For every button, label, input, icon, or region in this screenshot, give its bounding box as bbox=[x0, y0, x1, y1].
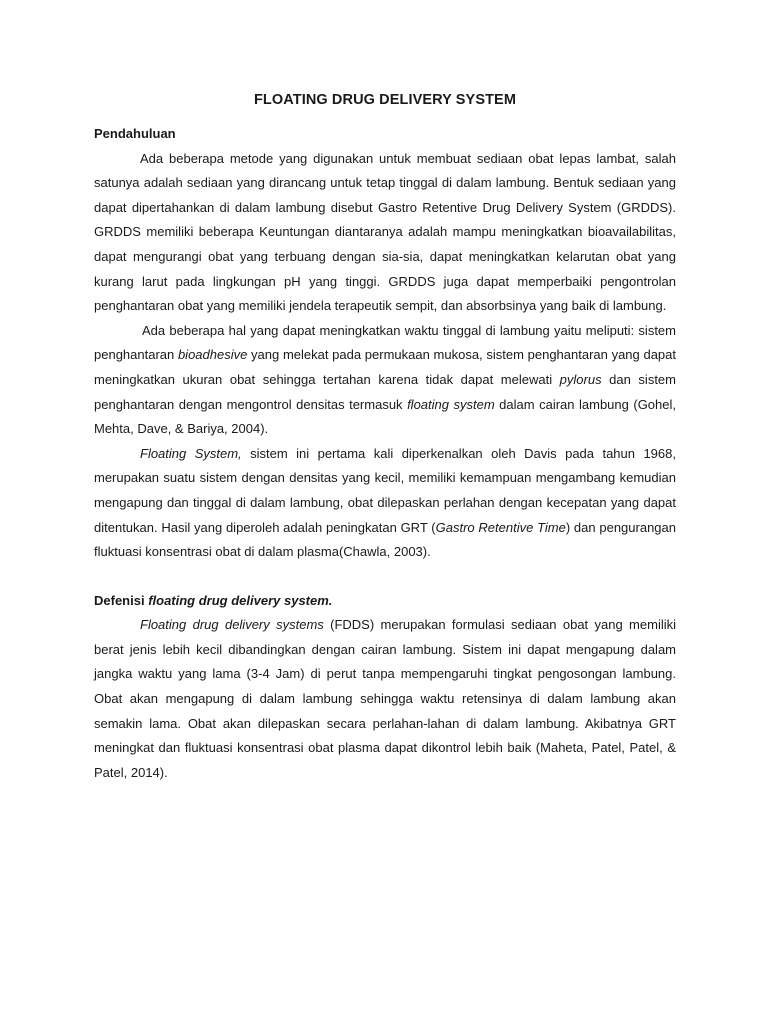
document-page bbox=[94, 84, 676, 785]
paragraph-intro-2 bbox=[94, 319, 676, 442]
section-heading-defenisi bbox=[94, 589, 676, 614]
italic-term-fdds: Floating drug delivery systems bbox=[140, 617, 324, 633]
italic-term-floating-system-lead: Floating System, bbox=[140, 445, 242, 461]
document-title: FLOATING DRUG DELIVERY SYSTEM bbox=[253, 92, 517, 108]
paragraph-intro-3 bbox=[94, 442, 676, 565]
text-run: Ada beberapa hal yang dapat meningkatkan waktu tinggal di lambung yaitu meliputi: sistem penghantaran bbox=[94, 322, 676, 363]
text-run: dan sistem penghantaran dengan mengontrol densitas termasuk bbox=[94, 371, 676, 412]
heading-italic-run: floating drug delivery system. bbox=[148, 592, 333, 608]
italic-term-gastro-retentive-time: Gastro Retentive Time bbox=[435, 519, 566, 535]
paragraph-intro-1: Ada beberapa metode yang digunakan untuk membuat sediaan obat lepas lambat, salah satunya adalah sediaan yang dirancang untuk tetap tinggal di dalam lambung. Bentuk sediaan yang dapat dipertahankan di dalam lambung disebut Gastro Retentive Drug Delivery System (GRDDS). GRDDS memiliki beberapa Keuntungan diantaranya adalah mampu meningkatkan bioavailabilitas, dapat mengurangi obat yang terbuang dengan sia-sia, dapat meningkatkan kelarutan obat yang kurang larut pada lingkungan pH yang tinggi. GRDDS juga dapat memperbaiki pengontrolan penghantaran obat yang memiliki jendela terapeutik sempit, dan absorbsinya yang baik di lambung. bbox=[94, 150, 676, 314]
italic-term-pylorus: pylorus bbox=[559, 371, 602, 387]
text-run: yang melekat pada permukaan mukosa, sistem penghantaran yang dapat meningkatkan ukuran obat sehingga tertahan karena tidak dapat melewati bbox=[94, 347, 676, 387]
heading-run: Defenisi bbox=[94, 592, 149, 608]
italic-term-floating-system: floating system bbox=[407, 396, 495, 412]
italic-term-bioadhesive: bioadhesive bbox=[177, 347, 248, 363]
text-run: sistem ini pertama kali diperkenalkan oleh Davis pada tahun 1968, merupakan suatu sistem dengan densitas yang kecil, memiliki kemampuan mengambang kemudian mengapung dan tinggal di dalam lambung, obat dilepaskan perlahan dengan kecepatan yang dapat ditentukan. Hasil yang diperoleh adalah peningkatan GRT ( bbox=[94, 445, 676, 535]
section-heading-pendahuluan: Pendahuluan bbox=[94, 126, 176, 141]
paragraph-definition-1 bbox=[94, 613, 676, 785]
text-run: ) dan pengurangan fluktuasi konsentrasi obat di dalam plasma(Chawla, 2003). bbox=[94, 519, 676, 560]
text-run: dalam cairan lambung (Gohel, Mehta, Dave, & Bariya, 2004). bbox=[94, 396, 677, 437]
text-run: (FDDS) merupakan formulasi sediaan obat yang memiliki berat jenis lebih kecil dibandingkan dengan cairan lambung. Sistem ini dapat mengapung dalam jangka waktu yang lama (3-4 Jam) di perut tanpa mempengaruhi tingkat pengosongan lambung. Obat akan mengapung di dalam lambung sehingga waktu retensinya di dalam lambung akan semakin lama. Obat akan dilepaskan secara perlahan-lahan di dalam lambung. Akibatnya GRT meningkat dan fluktuasi konsentrasi obat plasma dapat dikontrol lebih baik (Maheta, Patel, Patel, & Patel, 2014). bbox=[94, 617, 676, 780]
